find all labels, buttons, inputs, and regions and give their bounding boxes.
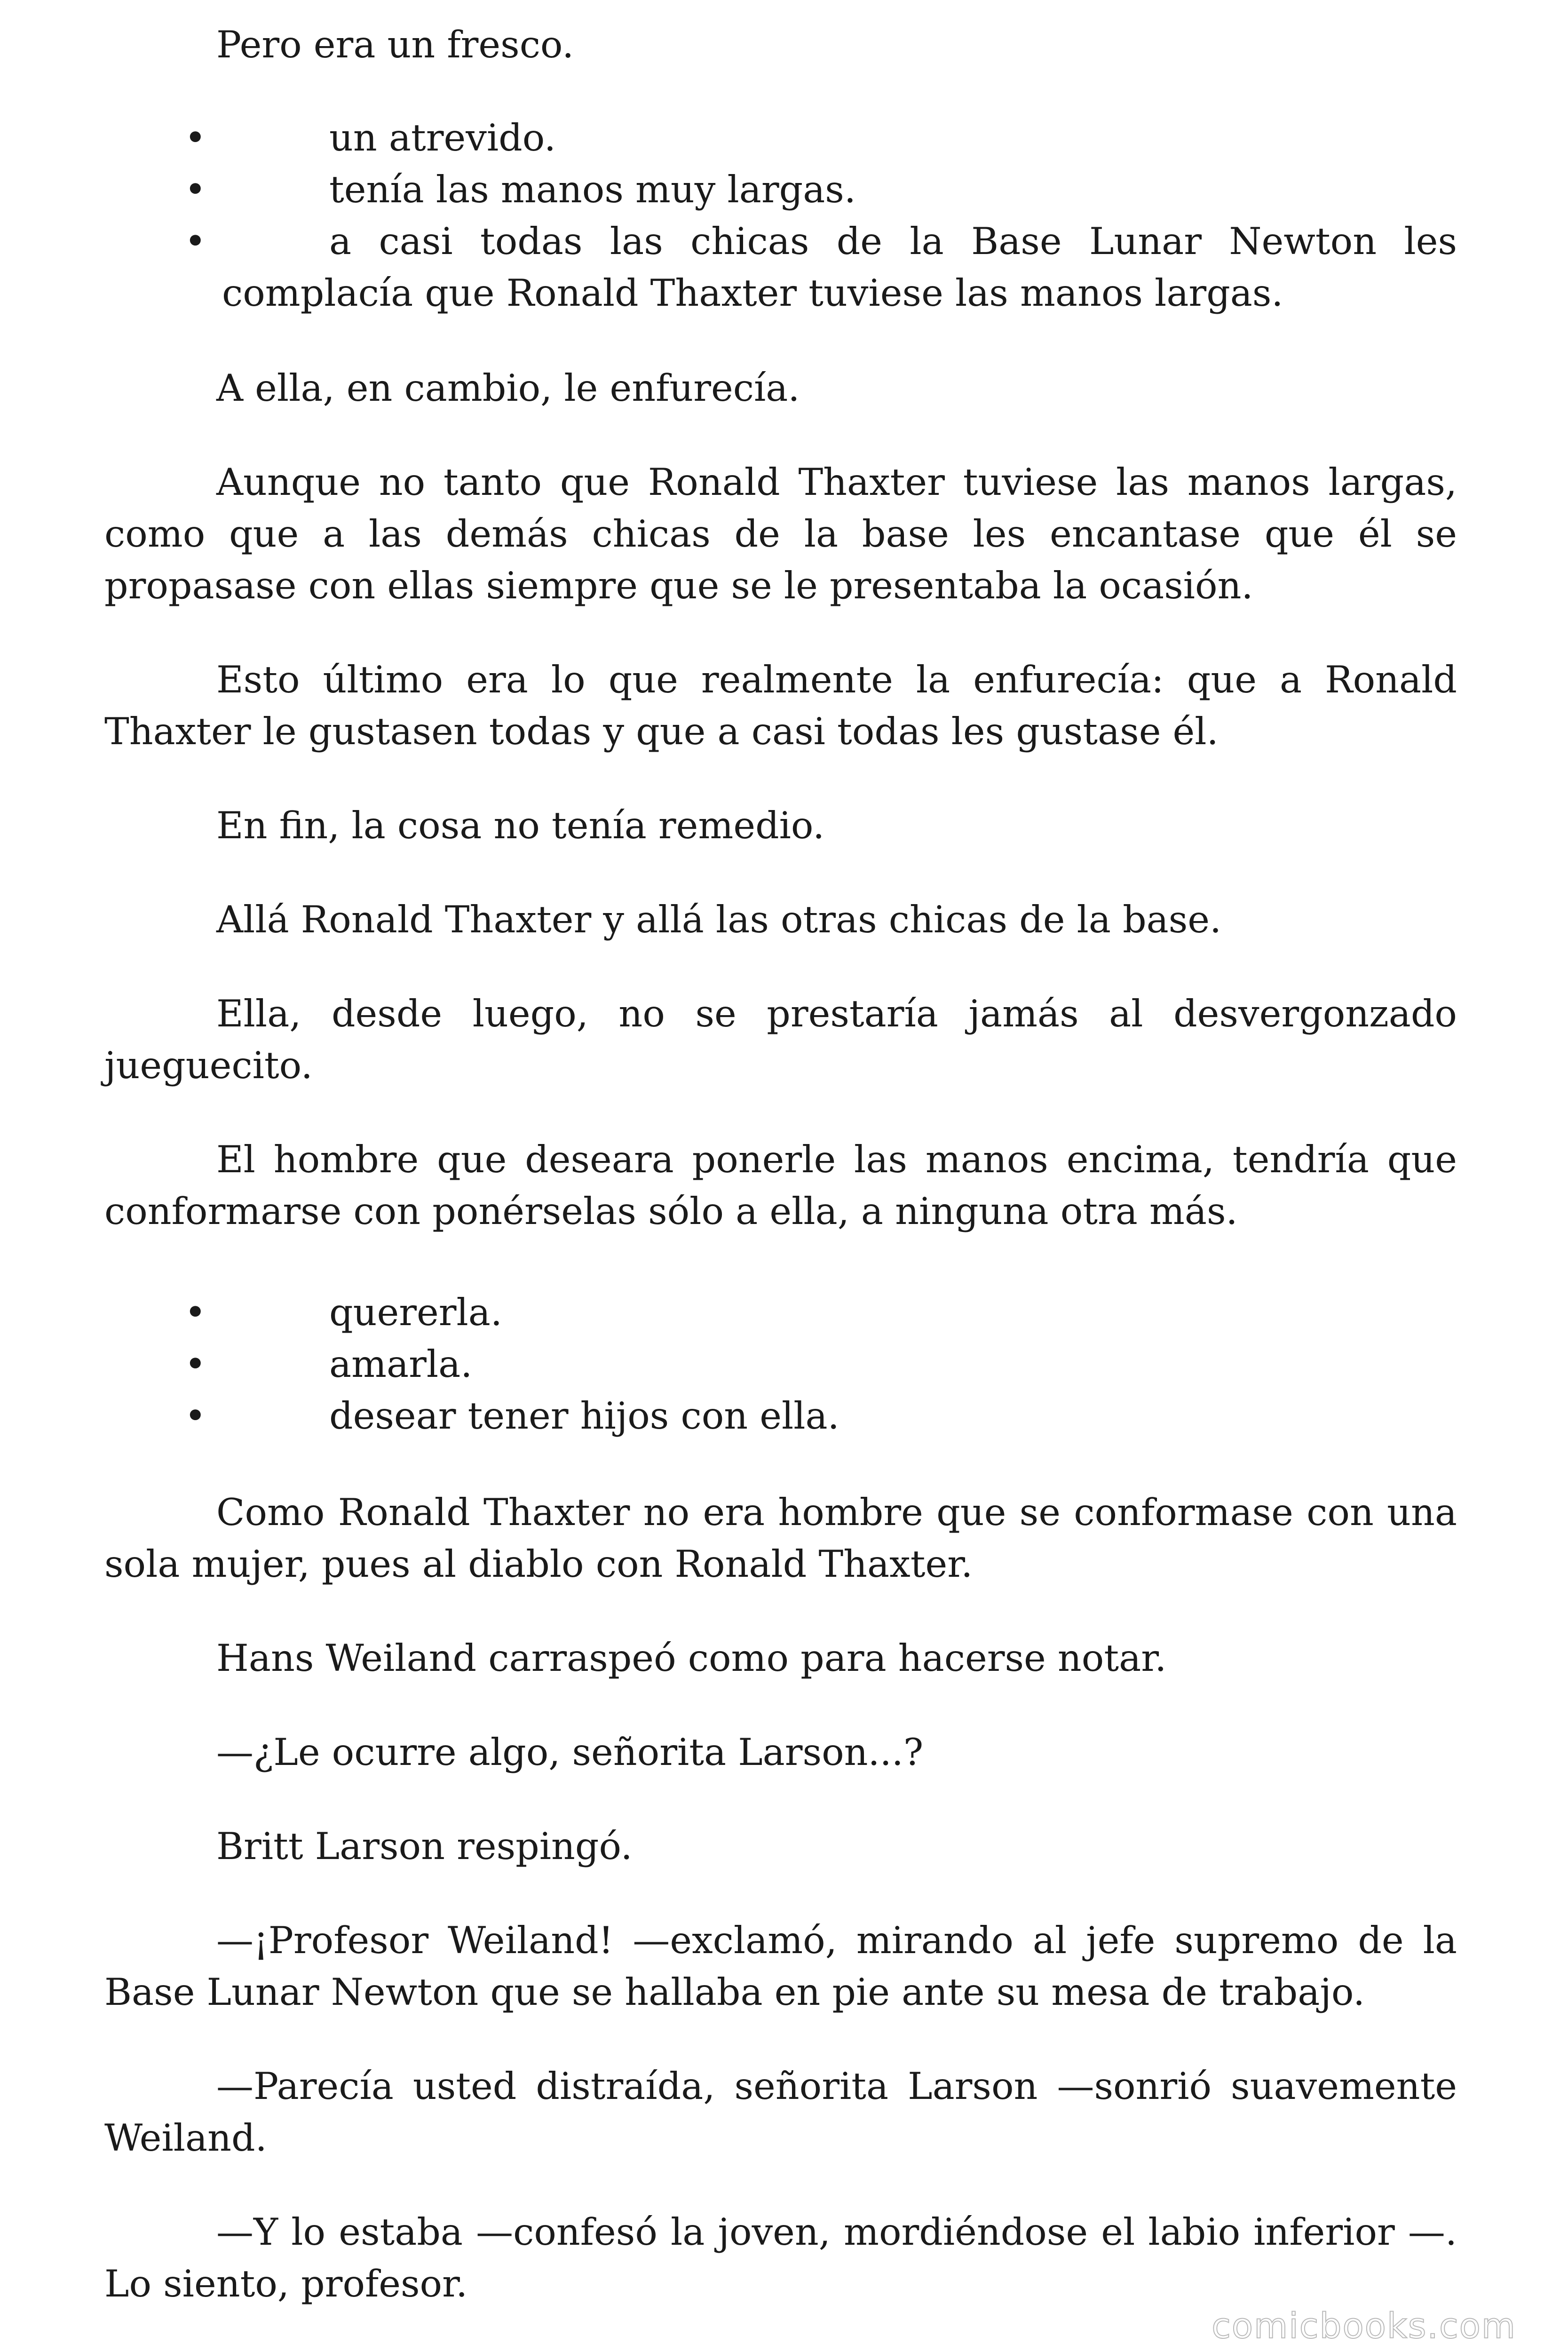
paragraph-text: Pero era un fresco. bbox=[216, 23, 574, 66]
paragraph-text: Aunque no tanto que Ronald Thaxter tuviese las manos largas, como que a las demás chicas de la base les encantase que él se propasase con ellas siempre que se le presentaba la ocasión. bbox=[104, 461, 1457, 607]
list-item bbox=[104, 112, 1457, 164]
paragraph-text: En fin, la cosa no tenía remedio. bbox=[216, 804, 825, 847]
paragraph-text: —Y lo estaba —confesó la joven, mordiéndose el labio inferior —. Lo siento, profesor. bbox=[104, 2210, 1457, 2305]
paragraph-text: Como Ronald Thaxter no era hombre que se conformase con una sola mujer, pues al diablo con Ronald Thaxter. bbox=[104, 1491, 1457, 1586]
bullet-icon: • bbox=[184, 1394, 206, 1438]
paragraph-text: Ella, desde luego, no se prestaría jamás al desvergonzado jueguecito. bbox=[104, 992, 1457, 1087]
list-item-text: quererla. bbox=[329, 1291, 502, 1334]
paragraph bbox=[104, 800, 1457, 851]
paragraph bbox=[104, 988, 1457, 1091]
list-item bbox=[104, 215, 1457, 319]
list-item-text: desear tener hijos con ella. bbox=[329, 1394, 839, 1438]
paragraph bbox=[104, 1915, 1457, 2018]
paragraph bbox=[104, 894, 1457, 946]
paragraph-text: Allá Ronald Thaxter y allá las otras chicas de la base. bbox=[216, 898, 1222, 941]
paragraph-text: Britt Larson respingó. bbox=[216, 1825, 633, 1868]
paragraph bbox=[104, 1134, 1457, 1237]
paragraph bbox=[104, 1820, 1457, 1872]
paragraph-text: —Parecía usted distraída, señorita Larson —sonrió suavemente Weiland. bbox=[104, 2065, 1457, 2160]
paragraph bbox=[104, 1486, 1457, 1590]
list-item bbox=[104, 164, 1457, 215]
paragraph bbox=[104, 654, 1457, 757]
list-item-text: tenía las manos muy largas. bbox=[329, 168, 856, 211]
bullet-icon: • bbox=[184, 220, 206, 263]
paragraph-text: A ella, en cambio, le enfurecía. bbox=[216, 366, 800, 410]
watermark: comicbooks.com bbox=[1212, 2306, 1516, 2346]
bullet-list bbox=[104, 1287, 1457, 1442]
bullet-icon: • bbox=[184, 1343, 206, 1386]
bullet-icon: • bbox=[184, 116, 206, 159]
paragraph bbox=[104, 2060, 1457, 2164]
paragraph bbox=[104, 2206, 1457, 2310]
paragraph bbox=[104, 1632, 1457, 1684]
list-item-text-line: a casi todas las chicas de la Base Lunar Newton les bbox=[329, 220, 1457, 263]
paragraph-text: —¿Le ocurre algo, señorita Larson...? bbox=[216, 1731, 924, 1774]
list-item bbox=[104, 1338, 1457, 1390]
list-item-text: un atrevido. bbox=[329, 116, 556, 159]
paragraph-text: Esto último era lo que realmente la enfurecía: que a Ronald Thaxter le gustasen todas y que a casi todas les gustase él. bbox=[104, 658, 1457, 753]
paragraph bbox=[104, 456, 1457, 612]
paragraph-text: Hans Weiland carraspeó como para hacerse notar. bbox=[216, 1637, 1167, 1680]
paragraph bbox=[104, 362, 1457, 414]
list-item bbox=[104, 1390, 1457, 1442]
paragraph bbox=[104, 19, 1457, 71]
bullet-list bbox=[104, 112, 1457, 319]
list-item bbox=[104, 1287, 1457, 1338]
list-item-text: amarla. bbox=[329, 1343, 473, 1386]
paragraph-text: El hombre que deseara ponerle las manos encima, tendría que conformarse con ponérselas sólo a ella, a ninguna otra más. bbox=[104, 1138, 1457, 1233]
bullet-icon: • bbox=[184, 1291, 206, 1334]
list-item-text-line: complacía que Ronald Thaxter tuviese las manos largas. bbox=[222, 271, 1283, 315]
paragraph bbox=[104, 1726, 1457, 1778]
bullet-icon: • bbox=[184, 168, 206, 211]
paragraph-text: —¡Profesor Weiland! —exclamó, mirando al jefe supremo de la Base Lunar Newton que se hallaba en pie ante su mesa de trabajo. bbox=[104, 1919, 1457, 2014]
